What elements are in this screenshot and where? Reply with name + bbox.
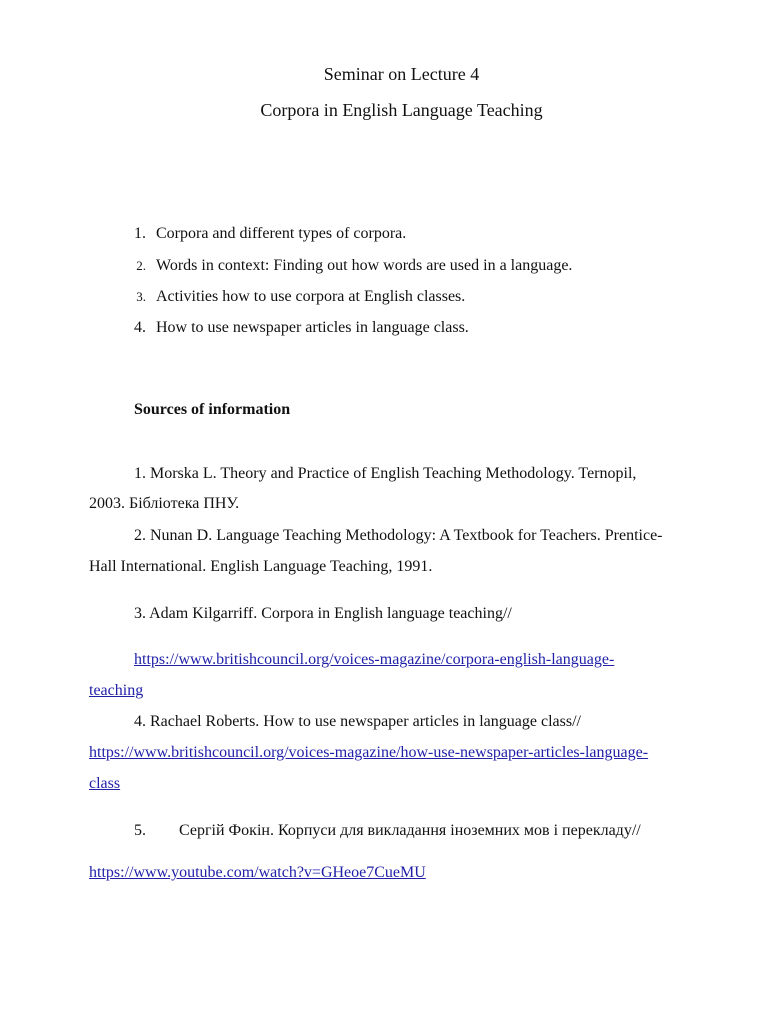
source-text: Сергій Фокін. Корпуси для викладання іноземних мов і перекладу// — [179, 822, 641, 839]
source-link[interactable]: class — [89, 775, 121, 792]
source-link[interactable]: https://www.britishcouncil.org/voices-magazine/corpora-english-language- — [134, 651, 615, 668]
source-text: Hall International. English Language Teaching, 1991. — [89, 558, 433, 575]
list-item-text: Corpora and different types of corpora. — [156, 225, 407, 242]
source-text: 1. Morska L. Theory and Practice of English Teaching Methodology. Ternopil, — [134, 465, 637, 482]
list-item-text: Activities how to use corpora at English classes. — [156, 288, 466, 305]
source-text: 3. Adam Kilgarriff. Corpora in English language teaching// — [134, 605, 512, 622]
sources-heading: Sources of information — [134, 401, 291, 418]
source-text: 4. Rachael Roberts. How to use newspaper articles in language class// — [134, 713, 581, 730]
list-item-number: 1. — [134, 225, 146, 242]
page-title: Seminar on Lecture 4 — [323, 64, 480, 84]
source-link[interactable]: teaching — [89, 682, 144, 699]
list-item-text: Words in context: Finding out how words are used in a language. — [156, 257, 573, 274]
source-text: 2. Nunan D. Language Teaching Methodology: A Textbook for Teachers. Prentice- — [134, 527, 663, 544]
page-subtitle: Corpora in English Language Teaching — [260, 100, 543, 120]
list-item-text: How to use newspaper articles in language class. — [156, 319, 469, 336]
source-number: 5. — [134, 822, 146, 839]
source-text: 2003. Бібліотека ПНУ. — [89, 495, 240, 512]
source-link[interactable]: https://www.youtube.com/watch?v=GHeoe7CueMU — [89, 864, 426, 881]
list-item-number: 2. — [136, 258, 146, 273]
list-item-number: 4. — [134, 319, 146, 336]
source-link[interactable]: https://www.britishcouncil.org/voices-magazine/how-use-newspaper-articles-language- — [89, 744, 649, 761]
list-item-number: 3. — [136, 289, 146, 304]
